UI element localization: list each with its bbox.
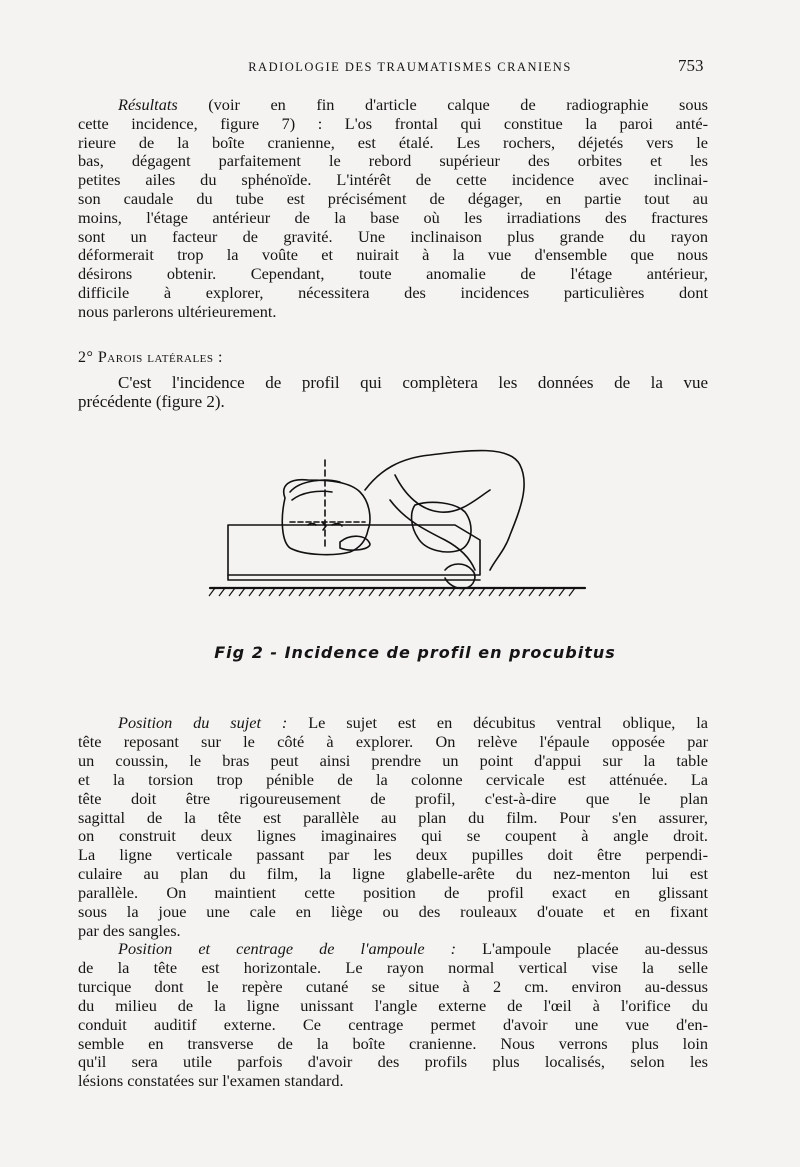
paragraph-line: Position du sujet : Le sujet est en décubitus ventral oblique, la [118,713,708,732]
results-paragraph [78,96,708,322]
paragraph-line: conduit auditif externe. Ce centrage permet d'avoir une vue d'en- [78,1014,708,1034]
paragraph-line: un coussin, le bras peut ainsi prendre un point d'appui sur la table [78,750,708,770]
paragraph-line: tête doit être rigoureusement de profil, c'est-à-dire que le plan [78,788,708,808]
paragraph-line: tête reposant sur le côté à explorer. On relève l'épaule opposée par [78,731,708,751]
floor-hatching [209,588,575,596]
paragraph-line: nous parlerons ultérieurement. [78,301,277,321]
paragraph-line: bas, dégagent parfaitement le rebord supérieur des orbites et les [78,151,708,171]
position-label: Position du sujet : [118,713,288,732]
hair [290,480,340,500]
paragraph-line: Position et centrage de l'ampoule : L'ampoule placée au-dessus [118,939,709,958]
paragraph-line: désirons obtenir. Cependant, toute anomalie de l'étage antérieur, [78,264,708,284]
position-paragraph [78,714,708,941]
paragraph-line: parallèle. On maintient cette position de profil exact en glissant [78,883,708,903]
paragraph-line: de la tête est horizontale. Le rayon normal vertical vise la selle [78,957,708,977]
section-heading: 2° Parois latérales : [78,349,223,366]
paragraph-line: déformerait trop la voûte et nuirait à la vue d'ensemble que nous [78,245,708,265]
results-label: Résultats [118,95,178,114]
paragraph-line: son caudale du tube est précisément de dégager, en partie tout au [78,188,708,208]
paragraph-line: précédente (figure 2). [78,392,225,411]
paragraph-line: du milieu de la ligne unissant l'angle externe de l'œil à l'orifice du [78,995,708,1015]
intro-paragraph [78,373,708,411]
paragraph-line: cette incidence, figure 7) : L'os frontal qui constitue la paroi anté- [78,113,708,133]
running-header: RADIOLOGIE DES TRAUMATISMES CRANIENS [248,60,572,74]
paragraph-line: petites ailes du sphénoïde. L'intérêt de cette incidence avec inclinai- [78,170,708,190]
paragraph-line: lésions constatées sur l'examen standard. [78,1071,344,1091]
figure-illustration [190,430,610,610]
paragraph-line: C'est l'incidence de profil qui complètera les données de la vue [118,373,708,392]
paragraph-line: moins, l'étage antérieur de la base où les irradiations des fractures [78,207,708,227]
ampoule-paragraph [78,940,708,1091]
cheek-support [340,536,370,550]
page-number: 753 [678,56,704,75]
arm-outline [395,475,490,512]
paragraph-line: difficile à explorer, nécessitera des incidences particulières dont [78,282,708,302]
paragraph-line: sagittal de la tête est parallèle au plan du film. Pour s'en assurer, [78,807,708,827]
paragraph-line: turcique dont le repère cutané se situe à 2 cm. environ au-dessus [78,976,708,996]
paragraph-line: sous la joue une cale en liège ou des rouleaux d'ouate et en fixant [78,902,708,922]
paragraph-line: et la torsion trop pénible de la colonne cervicale est atténuée. La [78,769,708,789]
paragraph-line: on construit deux lignes imaginaires qui se coupent à angle droit. [78,826,708,846]
ampoule-label: Position et centrage de l'ampoule : [118,939,457,958]
paragraph-line: sont un facteur de gravité. Une inclinaison plus grande du rayon [78,226,708,246]
paragraph-line: culaire au plan du film, la ligne glabelle-arête du nez-menton lui est [78,864,708,884]
paragraph-line: La ligne verticale passant par les deux pupilles doit être perpendi- [78,845,708,865]
paragraph-line: qu'il sera utile parfois d'avoir des profils plus localisés, selon les [78,1052,708,1072]
paragraph-line: par des sangles. [78,920,181,940]
paragraph-line: rieure de la boîte cranienne, est étalé. Les rochers, déjetés vers le [78,132,708,152]
paragraph-line: semble en transverse de la boîte cranienne. Nous verrons plus loin [78,1033,708,1053]
hand-outline [445,564,475,588]
figure-caption: Fig 2 - Incidence de profil en procubitus [214,643,616,662]
paragraph-line: Résultats (voir en fin d'article calque de radiographie sous [118,95,708,114]
